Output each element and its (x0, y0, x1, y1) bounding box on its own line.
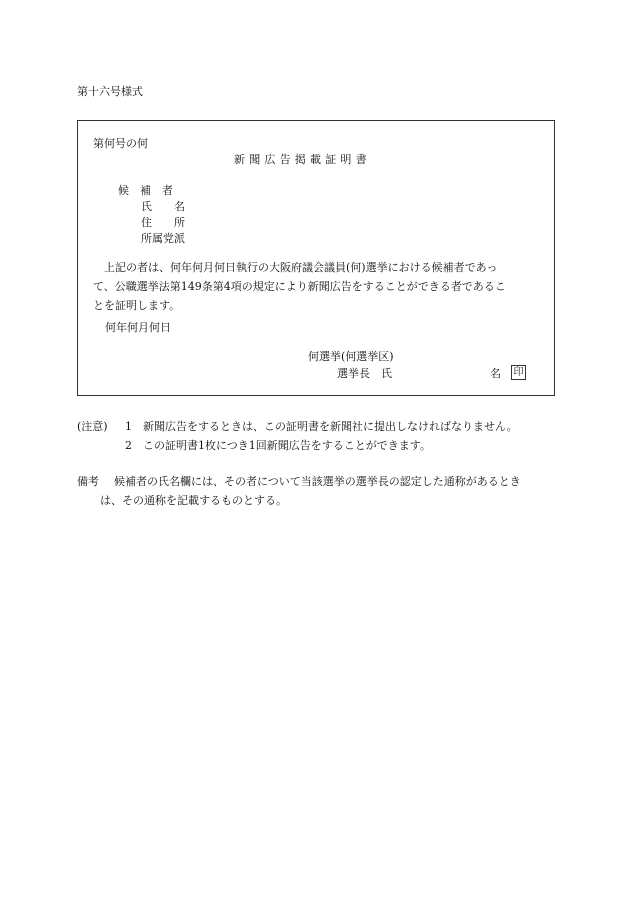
note-number-2: 2 (125, 439, 132, 452)
party-label: 所属党派 (141, 232, 185, 245)
certificate-title: 新聞広告掲載証明書 (234, 153, 371, 166)
official-name-suffix: 名 (490, 367, 501, 380)
body-line-2: て、公職選挙法第149条第4項の規定により新聞広告をすることができる者であるこ (93, 280, 506, 293)
body-line-1: 上記の者は、何年何月何日執行の大阪府議会議員(何)選挙における候補者であっ (104, 261, 498, 274)
notes-label: (注意) (77, 420, 108, 433)
note-number-1: 1 (125, 420, 132, 433)
form-number-label: 第十六号様式 (77, 85, 143, 98)
certificate-body (93, 258, 541, 315)
name-label: 氏 名 (141, 200, 185, 213)
body-line-3: とを証明します。 (93, 299, 181, 312)
certificate-number: 第何号の何 (93, 137, 148, 150)
issue-date: 何年何月何日 (105, 321, 171, 334)
note-text-2: この証明書1枚につき1回新聞広告をすることができます。 (143, 439, 431, 452)
remarks-label: 備考 (77, 475, 99, 488)
election-name: 何選挙(何選挙区) (308, 350, 394, 363)
seal-stamp: 印 (511, 365, 526, 380)
remarks-line-2: は、その通称を記載するものとする。 (100, 494, 287, 507)
address-label: 住 所 (141, 216, 185, 229)
official-title: 選挙長 氏 (337, 367, 392, 380)
remarks-line-1: 候補者の氏名欄には、その者について当該選挙の選挙長の認定した通称があるとき (114, 475, 521, 488)
candidate-label: 候 補 者 (118, 184, 173, 197)
note-text-1: 新聞広告をするときは、この証明書を新聞社に提出しなければなりません。 (143, 420, 518, 433)
